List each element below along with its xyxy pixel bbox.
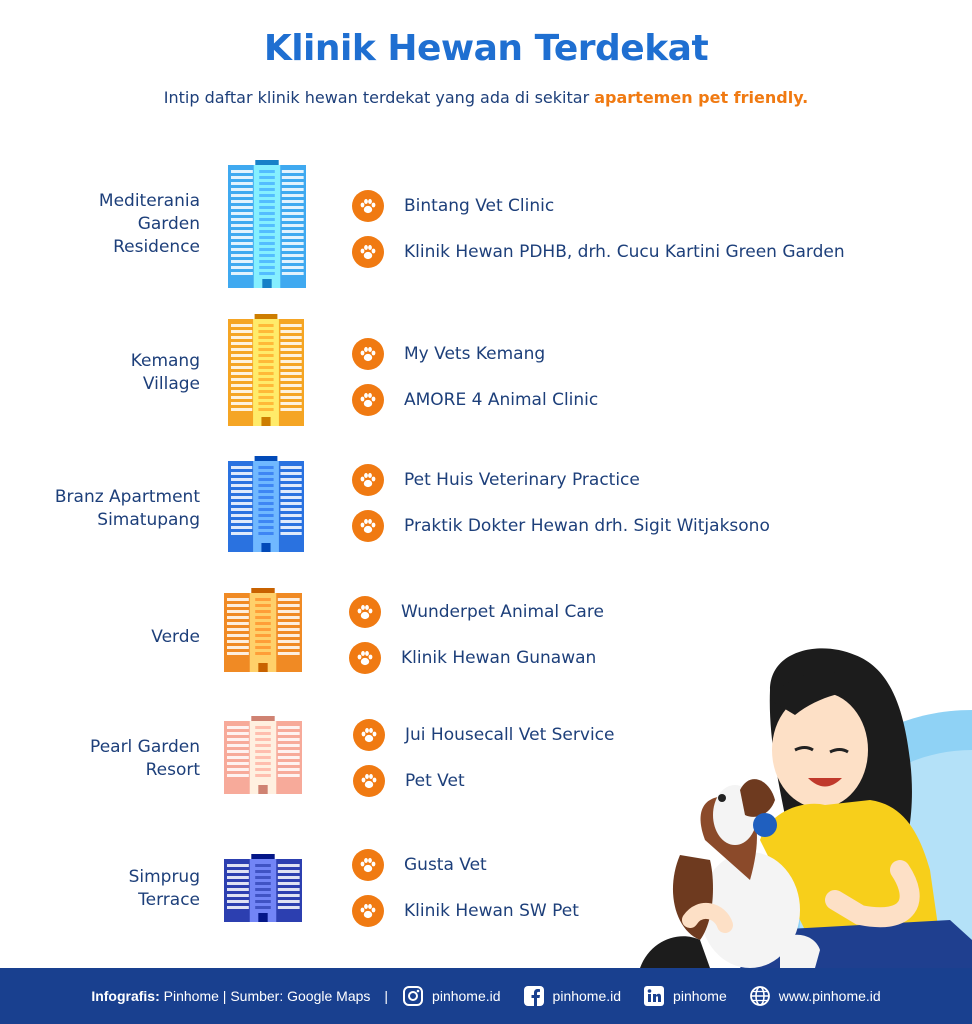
paw-badge — [349, 596, 381, 628]
paw-icon — [359, 471, 377, 489]
clinic-item — [349, 596, 604, 628]
clinic-item — [353, 719, 614, 751]
paw-badge — [352, 338, 384, 370]
facebook-handle: pinhome.id — [552, 988, 622, 1004]
paw-icon — [356, 603, 374, 621]
paw-badge — [352, 464, 384, 496]
footer-facebook[interactable] — [523, 985, 622, 1007]
apartment-name: Mediterania Garden Residence — [98, 191, 200, 257]
clinic-name: Praktik Dokter Hewan drh. Sigit Witjaksono — [404, 516, 770, 536]
page-subtitle — [0, 88, 972, 107]
instagram-handle: pinhome.id — [432, 988, 501, 1004]
paw-icon — [360, 772, 378, 790]
paw-icon — [359, 243, 377, 261]
facebook-icon — [523, 985, 545, 1007]
footer-credit-label: Infografis: — [91, 988, 160, 1004]
clinic-item — [352, 236, 845, 268]
woman-with-dog-illustration — [620, 640, 972, 968]
footer-instagram[interactable] — [402, 985, 501, 1007]
paw-badge — [353, 719, 385, 751]
paw-icon — [359, 391, 377, 409]
footer-credit-value: Pinhome | Sumber: Google Maps — [163, 988, 371, 1004]
paw-icon — [359, 197, 377, 215]
paw-badge — [352, 384, 384, 416]
apartment-name: Branz Apartment Simatupang — [54, 487, 200, 530]
building-illustration — [228, 314, 304, 431]
paw-icon — [360, 726, 378, 744]
clinic-item — [352, 384, 598, 416]
footer-separator: | — [384, 988, 389, 1004]
building-illustration — [228, 160, 306, 293]
clinic-item — [349, 642, 596, 674]
building-illustration — [228, 456, 304, 557]
paw-icon — [356, 649, 374, 667]
clinic-name: Wunderpet Animal Care — [401, 602, 604, 622]
apartment-name: Kemang Village — [130, 351, 200, 394]
linkedin-handle: pinhome — [673, 988, 727, 1004]
clinic-item — [352, 510, 770, 542]
clinic-item — [352, 464, 640, 496]
building-illustration — [224, 716, 302, 799]
paw-icon — [359, 345, 377, 363]
clinic-item — [353, 765, 465, 797]
clinic-name: Pet Huis Veterinary Practice — [404, 470, 640, 490]
clinic-name: AMORE 4 Animal Clinic — [404, 390, 599, 410]
paw-badge — [353, 765, 385, 797]
footer-bar — [0, 968, 972, 1024]
clinic-name: Klinik Hewan SW Pet — [404, 901, 579, 921]
paw-icon — [359, 902, 377, 920]
clinic-name: Pet Vet — [405, 771, 465, 791]
apartment-name: Simprug Terrace — [128, 867, 200, 910]
clinic-name: Gusta Vet — [404, 855, 487, 875]
clinic-name: Klinik Hewan Gunawan — [401, 648, 597, 668]
linkedin-icon — [643, 985, 665, 1007]
apartment-name: Verde — [151, 627, 200, 647]
instagram-icon — [402, 985, 424, 1007]
paw-badge — [349, 642, 381, 674]
paw-badge — [352, 895, 384, 927]
clinic-name: Bintang Vet Clinic — [404, 196, 555, 216]
clinic-item — [352, 849, 487, 881]
paw-badge — [352, 510, 384, 542]
clinic-name: Jui Housecall Vet Service — [405, 725, 615, 745]
footer-linkedin[interactable] — [643, 985, 727, 1007]
subtitle-highlight: apartemen pet friendly. — [594, 88, 809, 107]
paw-badge — [352, 849, 384, 881]
clinic-name: Klinik Hewan PDHB, drh. Cucu Kartini Green Garden — [404, 242, 845, 262]
paw-badge — [352, 236, 384, 268]
footer-website[interactable] — [749, 985, 881, 1007]
clinic-name: My Vets Kemang — [404, 344, 546, 364]
subtitle-text: Intip daftar klinik hewan terdekat yang ada di sekitar — [163, 88, 595, 107]
paw-badge — [352, 190, 384, 222]
globe-icon — [749, 985, 771, 1007]
clinic-item — [352, 895, 579, 927]
website-url: www.pinhome.id — [778, 988, 881, 1004]
page-title: Klinik Hewan Terdekat — [263, 28, 709, 69]
clinic-item — [352, 338, 545, 370]
clinic-item — [352, 190, 554, 222]
paw-icon — [359, 856, 377, 874]
building-illustration — [224, 854, 302, 927]
building-illustration — [224, 588, 302, 677]
paw-icon — [359, 517, 377, 535]
apartment-name: Pearl Garden Resort — [90, 737, 200, 780]
